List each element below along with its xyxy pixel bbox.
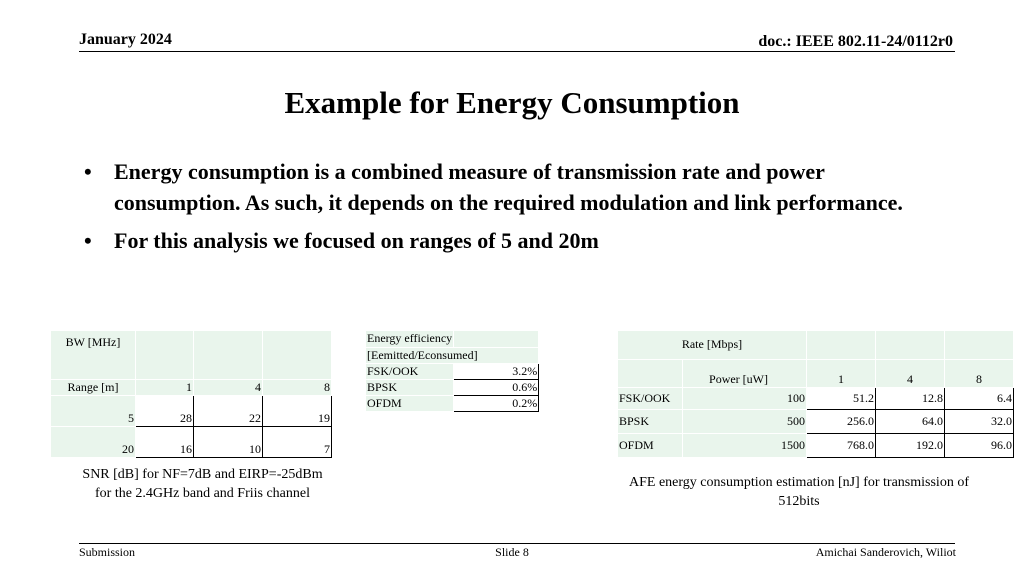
power-label: Power [uW] [683, 359, 807, 387]
table-row [366, 395, 539, 411]
bullet-item [84, 156, 924, 218]
footer-divider [79, 543, 955, 544]
bullet-text: Energy consumption is a combined measure of transmission rate and power consumption. As such, it depends on the required modulation and link performance. [114, 159, 903, 215]
table-row [618, 409, 1014, 433]
range-label: Range [m] [51, 379, 136, 395]
table-row [618, 387, 1014, 409]
table-row [618, 359, 1014, 387]
caption-line: 512bits [778, 494, 820, 509]
table-row [618, 433, 1014, 457]
bullet-list [84, 156, 924, 263]
caption-line: SNR [dB] for NF=7dB and EIRP=-25dBm [82, 467, 323, 482]
snr-cell: 16 [136, 426, 194, 457]
bullet-item [84, 225, 924, 256]
bw-header: 1 [136, 379, 194, 395]
efficiency-header: Energy efficiency [367, 331, 453, 346]
table-row [366, 379, 539, 395]
energy-cell: 6.4 [945, 387, 1014, 409]
energy-cell: 192.0 [876, 433, 945, 457]
power-value: 1500 [683, 433, 807, 457]
table-row [366, 363, 539, 379]
rate-label: Rate [Mbps] [618, 331, 807, 359]
efficiency-cell: 3.2% [454, 363, 539, 379]
modulation-label: OFDM [618, 433, 683, 457]
footer-submission: Submission [79, 545, 136, 559]
range-value: 20 [51, 426, 136, 457]
caption-line: AFE energy consumption estimation [nJ] for transmission of [629, 475, 969, 490]
footer-slide-number: Slide 8 [495, 545, 529, 559]
bw-label: BW [MHz] [51, 331, 136, 379]
table-row [51, 426, 332, 457]
energy-cell: 96.0 [945, 433, 1014, 457]
energy-cell: 64.0 [876, 409, 945, 433]
snr-caption [51, 465, 354, 503]
table-row [366, 331, 539, 347]
table-row [618, 331, 1014, 359]
rate-header: 1 [807, 359, 876, 387]
snr-cell: 22 [194, 395, 263, 426]
range-value: 5 [51, 395, 136, 426]
afe-energy-table [618, 331, 1014, 458]
snr-cell: 28 [136, 395, 194, 426]
header-divider [79, 51, 955, 52]
modulation-label: BPSK [618, 409, 683, 433]
energy-cell: 51.2 [807, 387, 876, 409]
energy-cell: 32.0 [945, 409, 1014, 433]
table-row [51, 379, 332, 395]
efficiency-cell: 0.6% [454, 379, 539, 395]
bullet-icon: • [84, 159, 92, 184]
snr-cell: 19 [263, 395, 332, 426]
energy-cell: 768.0 [807, 433, 876, 457]
table-row [51, 395, 332, 426]
footer-author: Amichai Sanderovich, Wiliot [815, 545, 956, 559]
snr-cell: 10 [194, 426, 263, 457]
efficiency-header-unit: [Eemitted/Econsumed] [366, 347, 539, 363]
power-value: 100 [683, 387, 807, 409]
efficiency-table [366, 331, 539, 412]
modulation-label: FSK/OOK [366, 363, 454, 379]
efficiency-cell: 0.2% [454, 395, 539, 411]
header-doc-id: doc.: IEEE 802.11-24/0112r0 [758, 33, 953, 50]
bullet-icon: • [84, 228, 92, 253]
slide-title: Example for Energy Consumption [284, 85, 740, 120]
power-value: 500 [683, 409, 807, 433]
snr-cell: 7 [263, 426, 332, 457]
table-row [366, 347, 539, 363]
header-date: January 2024 [79, 31, 172, 48]
energy-cell: 12.8 [876, 387, 945, 409]
modulation-label: OFDM [366, 395, 454, 411]
modulation-label: BPSK [366, 379, 454, 395]
rate-header: 8 [945, 359, 1014, 387]
snr-table [51, 331, 332, 458]
table-row [51, 331, 332, 379]
bullet-text: For this analysis we focused on ranges of 5 and 20m [114, 228, 599, 253]
caption-line: for the 2.4GHz band and Friis channel [95, 486, 310, 501]
bw-header: 8 [263, 379, 332, 395]
bw-header: 4 [194, 379, 263, 395]
energy-cell: 256.0 [807, 409, 876, 433]
modulation-label: FSK/OOK [618, 387, 683, 409]
afe-caption [612, 473, 986, 511]
rate-header: 4 [876, 359, 945, 387]
